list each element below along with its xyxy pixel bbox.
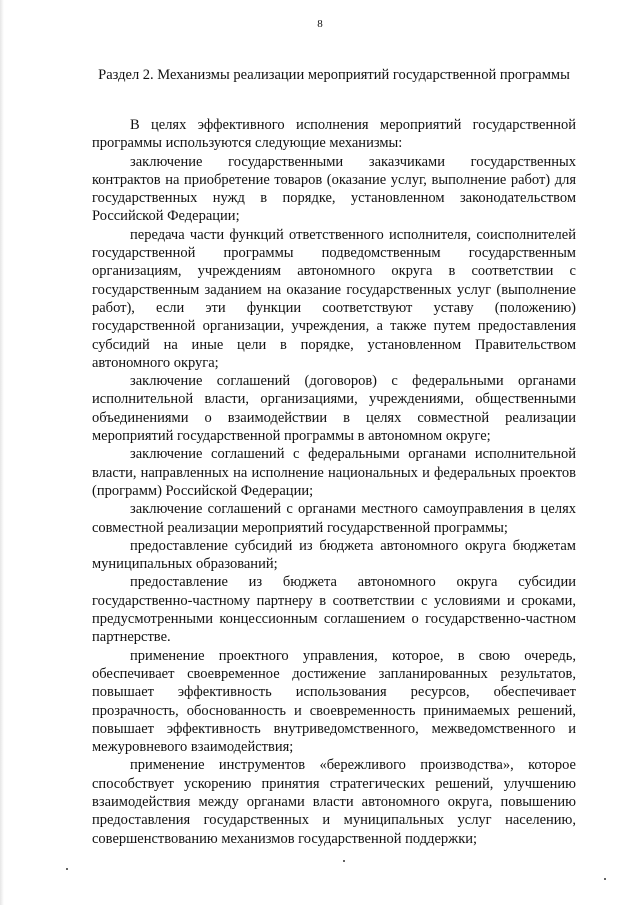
paragraph-item: заключение соглашений (договоров) с федеральными органами исполнительной власти, организациями, учреждениями, общественными объединениями о взаимодействии в целях совместной реализации мероприятий государственной программы в автономном округе;: [92, 373, 576, 445]
paragraph-item: передача части функций ответственного исполнителя, соисполнителей государственной программы подведомственным государственным организациям, учреждениям автономного округа в соответствии с государственным заданием на оказание государственных услуг (выполнение работ), если эти функции соответствуют уставу (положению) государственной организации, учреждения, а также путем предоставления субсидий на иные цели в порядке, установленном Правительством автономного округа;: [92, 226, 576, 371]
paragraph-item: применение инструментов «бережливого производства», которое способствует ускорению принятия стратегических решений, улучшению взаимодействия между органами власти автономного округа, повышению предоставления государственных и муниципальных услуг населению, совершенствованию механизмов государственной поддержки;: [92, 757, 576, 847]
scan-edge: [0, 0, 4, 905]
paragraph-item: заключение государственными заказчиками государственных контрактов на приобретение товаров (оказание услуг, выполнение работ) для государственных нужд в порядке, установленном законодательством Российской Федерации;: [92, 153, 576, 225]
scan-speck: [343, 860, 345, 862]
paragraph-item: предоставление из бюджета автономного округа субсидии государственно-частному партнеру в соответствии с условиями и сроками, предусмотренными концессионным соглашением о государственно-частном партнерстве.: [92, 574, 576, 646]
scan-speck: [604, 878, 606, 880]
document-body: [92, 116, 576, 848]
paragraph-item: заключение соглашений с федеральными органами исполнительной власти, направленных на исполнение национальных и федеральных проектов (программ) Российской Федерации;: [92, 446, 576, 499]
paragraph-item: заключение соглашений с органами местного самоуправления в целях совместной реализации мероприятий государственной программы;: [92, 501, 576, 536]
paragraph-intro: В целях эффективного исполнения мероприятий государственной программы используются следующие механизмы:: [92, 117, 576, 152]
page-number: 8: [317, 18, 323, 30]
paragraph-item: применение проектного управления, которое, в свою очередь, обеспечивает своевременное достижение запланированных результатов, повышает эффективность использования ресурсов, обеспечивает прозрачность, обоснованность и своевременность принимаемых решений, повышает эффективность внутриведомственного, межведомственного и межуровневого взаимодействия;: [92, 647, 576, 756]
section-title: Раздел 2. Механизмы реализации мероприятий государственной программы: [98, 67, 570, 83]
paragraph-item: предоставление субсидий из бюджета автономного округа бюджетам муниципальных образований;: [92, 537, 576, 573]
scan-speck: [66, 868, 68, 870]
